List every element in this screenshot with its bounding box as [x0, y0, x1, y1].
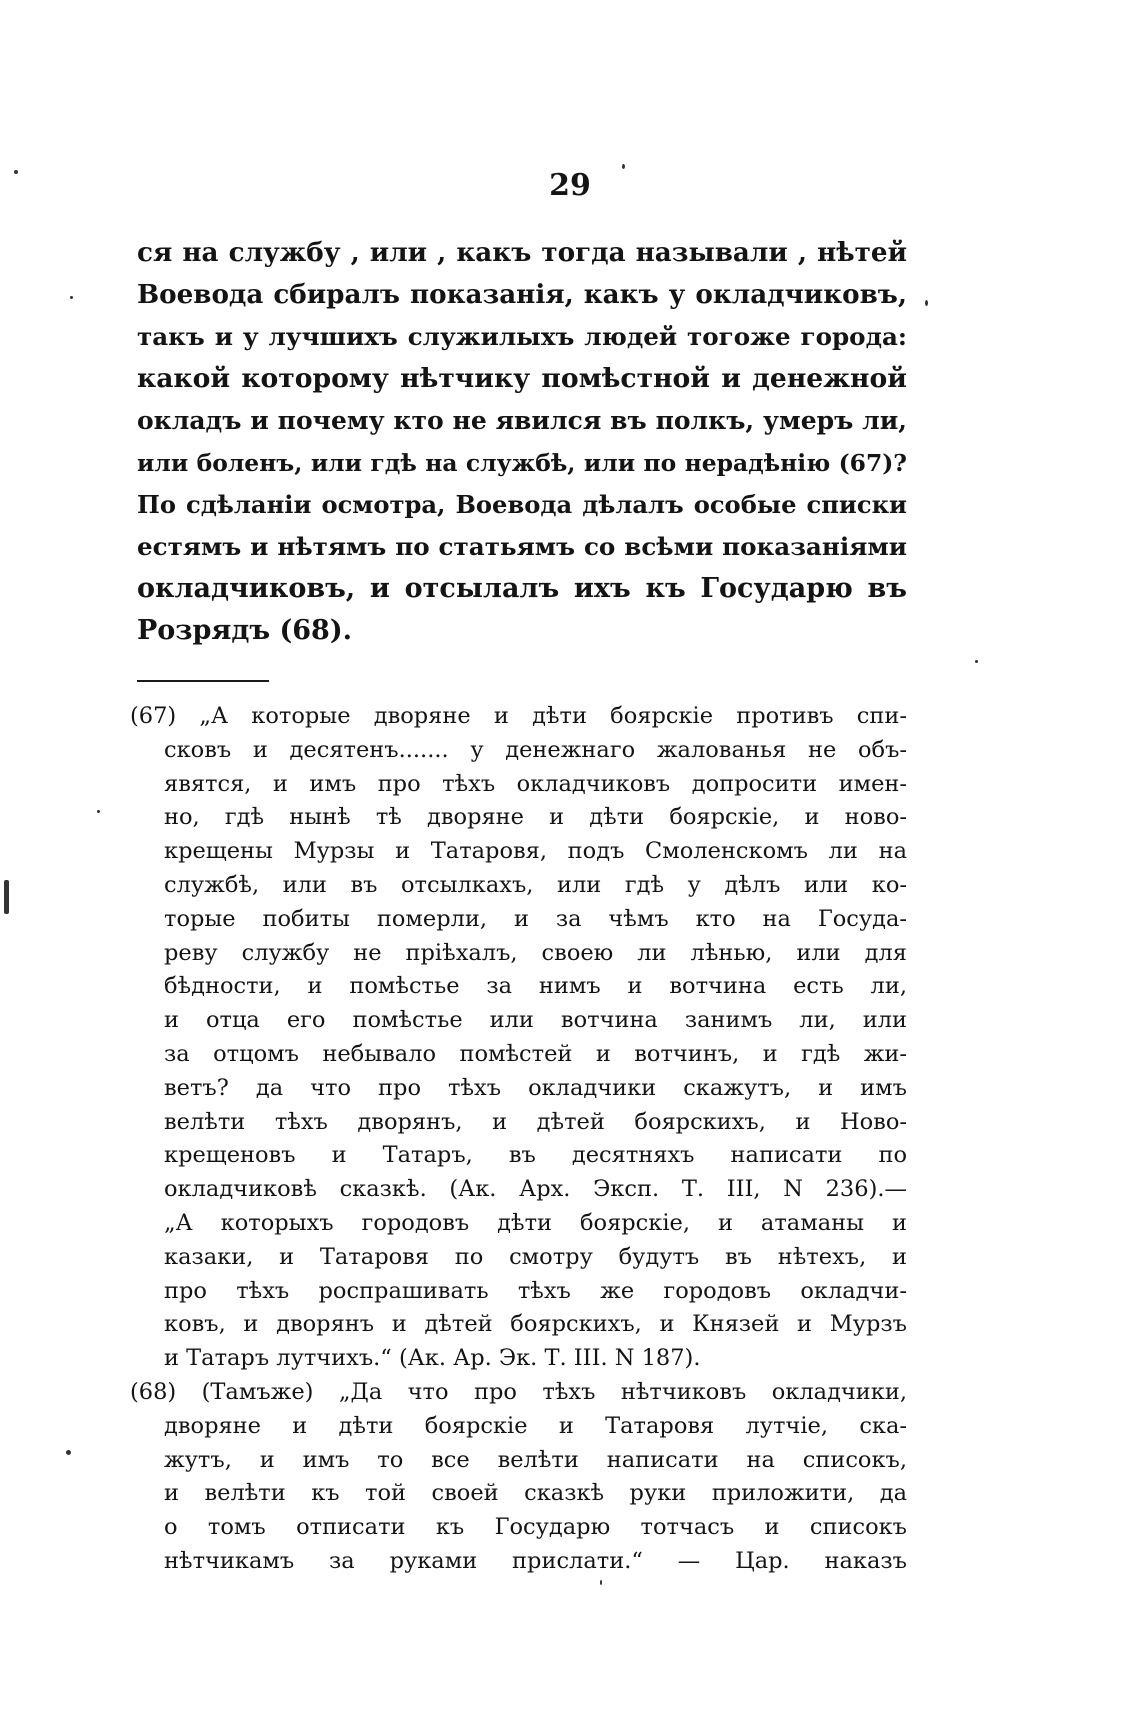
- footnote-67: [130, 700, 907, 1376]
- footnote-line: крещены Мурзы и Татаровя, подъ Смоленскомъ ли на: [164, 838, 907, 865]
- scan-speck: [600, 1580, 602, 1585]
- footnote-line: ветъ? да что про тѣхъ окладчики скажутъ, и имъ: [164, 1074, 907, 1101]
- scan-speck: [4, 880, 9, 914]
- footnote-line: сковъ и десятенъ....... у денежнаго жалованья не объ-: [164, 736, 907, 763]
- footnote-line: но, гдѣ нынѣ тѣ дворяне и дѣти боярскіе, и ново-: [164, 804, 907, 831]
- footnote-line: дворяне и дѣти боярскіе и Татаровя лутчіе, ска-: [164, 1412, 907, 1439]
- footnote-line: окладчиковѣ сказкѣ. (Ак. Арх. Эксп. Т. III, N 236).—: [164, 1176, 907, 1203]
- footnote-line: за отцомъ небывало помѣстей и вотчинъ, и гдѣ жи-: [164, 1040, 907, 1067]
- main-text-line: окладчиковъ, и отсылалъ ихъ къ Государю въ: [137, 573, 907, 604]
- main-text-line: естямъ и нѣтямъ по статьямъ со всѣми показаніями: [137, 532, 907, 561]
- footnote-line: про тѣхъ роспрашивать тѣхъ же городовъ окладчи-: [164, 1277, 907, 1304]
- footnote-line: (67) „А которые дворяне и дѣти боярскіе противъ спи-: [130, 703, 907, 729]
- footnote-separator-rule: [137, 680, 269, 682]
- footnote-line: ковъ, и дворянъ и дѣтей боярскихъ, и Князей и Мурзъ: [164, 1311, 907, 1338]
- scan-speck: [66, 1450, 71, 1455]
- footnote-line: и отца его помѣстье или вотчина занимъ ли, или: [164, 1007, 907, 1034]
- page-number: 29: [549, 168, 591, 203]
- main-text-line: ся на службу , или , какъ тогда называли , нѣтей: [137, 237, 907, 268]
- main-text-line: По сдѣланіи осмотра, Воевода дѣлалъ особые списки: [137, 490, 907, 519]
- main-text-line: Розрядъ (68).: [137, 615, 352, 646]
- main-text-line: такъ и у лучшихъ служилыхъ людей тогоже города:: [137, 322, 907, 351]
- scan-speck: [70, 296, 73, 299]
- footnote-line: жутъ, и имъ то все велѣти написати на списокъ,: [164, 1446, 907, 1473]
- footnote-line: явятся, и имъ про тѣхъ окладчиковъ допросити имен-: [164, 770, 907, 797]
- footnote-line: службѣ, или въ отсылкахъ, или гдѣ у дѣлъ или ко-: [164, 871, 907, 898]
- footnote-line: „А которыхъ городовъ дѣти боярскіе, и атаманы и: [164, 1209, 907, 1236]
- footnote-68: [130, 1376, 907, 1579]
- scan-speck: [925, 300, 928, 306]
- footnote-line: велѣти тѣхъ дворянъ, и дѣтей боярскихъ, и Ново-: [164, 1108, 907, 1135]
- footnote-line: реву службу не пріѣхалъ, своею ли лѣнью, или для: [164, 939, 907, 966]
- footnote-line: о томъ отписати къ Государю тотчасъ и списокъ: [164, 1514, 907, 1541]
- scan-speck: [97, 810, 100, 813]
- main-text: [137, 232, 907, 652]
- footnote-line: бѣдности, и помѣстье за нимъ и вотчина есть ли,: [164, 973, 907, 1000]
- footnote-line: крещеновъ и Татаръ, въ десятняхъ написати по: [164, 1142, 907, 1169]
- main-text-line: какой которому нѣтчику помѣстной и денежной: [137, 363, 907, 394]
- footnote-line: (68) (Тамъже) „Да что про тѣхъ нѣтчиковъ окладчики,: [130, 1378, 907, 1405]
- main-text-line: окладъ и почему кто не явился въ полкъ, умеръ ли,: [137, 406, 907, 435]
- main-text-line: или боленъ, или гдѣ на службѣ, или по нерадѣнію (67)?: [137, 449, 907, 477]
- footnotes: [130, 700, 907, 1579]
- footnote-line: и Татаръ лутчихъ.“ (Ак. Ар. Эк. Т. III. N 187).: [164, 1345, 701, 1372]
- footnote-line: казаки, и Татаровя по смотру будутъ въ нѣтехъ, и: [164, 1243, 907, 1270]
- footnote-line: нѣтчикамъ за руками прислати.“ — Цар. наказъ: [164, 1547, 907, 1574]
- footnote-line: и велѣти къ той своей сказкѣ руки приложити, да: [164, 1480, 907, 1507]
- footnote-line: торые побиты померли, и за чѣмъ кто на Госуда-: [164, 905, 907, 932]
- main-text-line: Воевода сбиралъ показанія, какъ у окладчиковъ,: [137, 279, 907, 310]
- scan-speck: [975, 660, 978, 663]
